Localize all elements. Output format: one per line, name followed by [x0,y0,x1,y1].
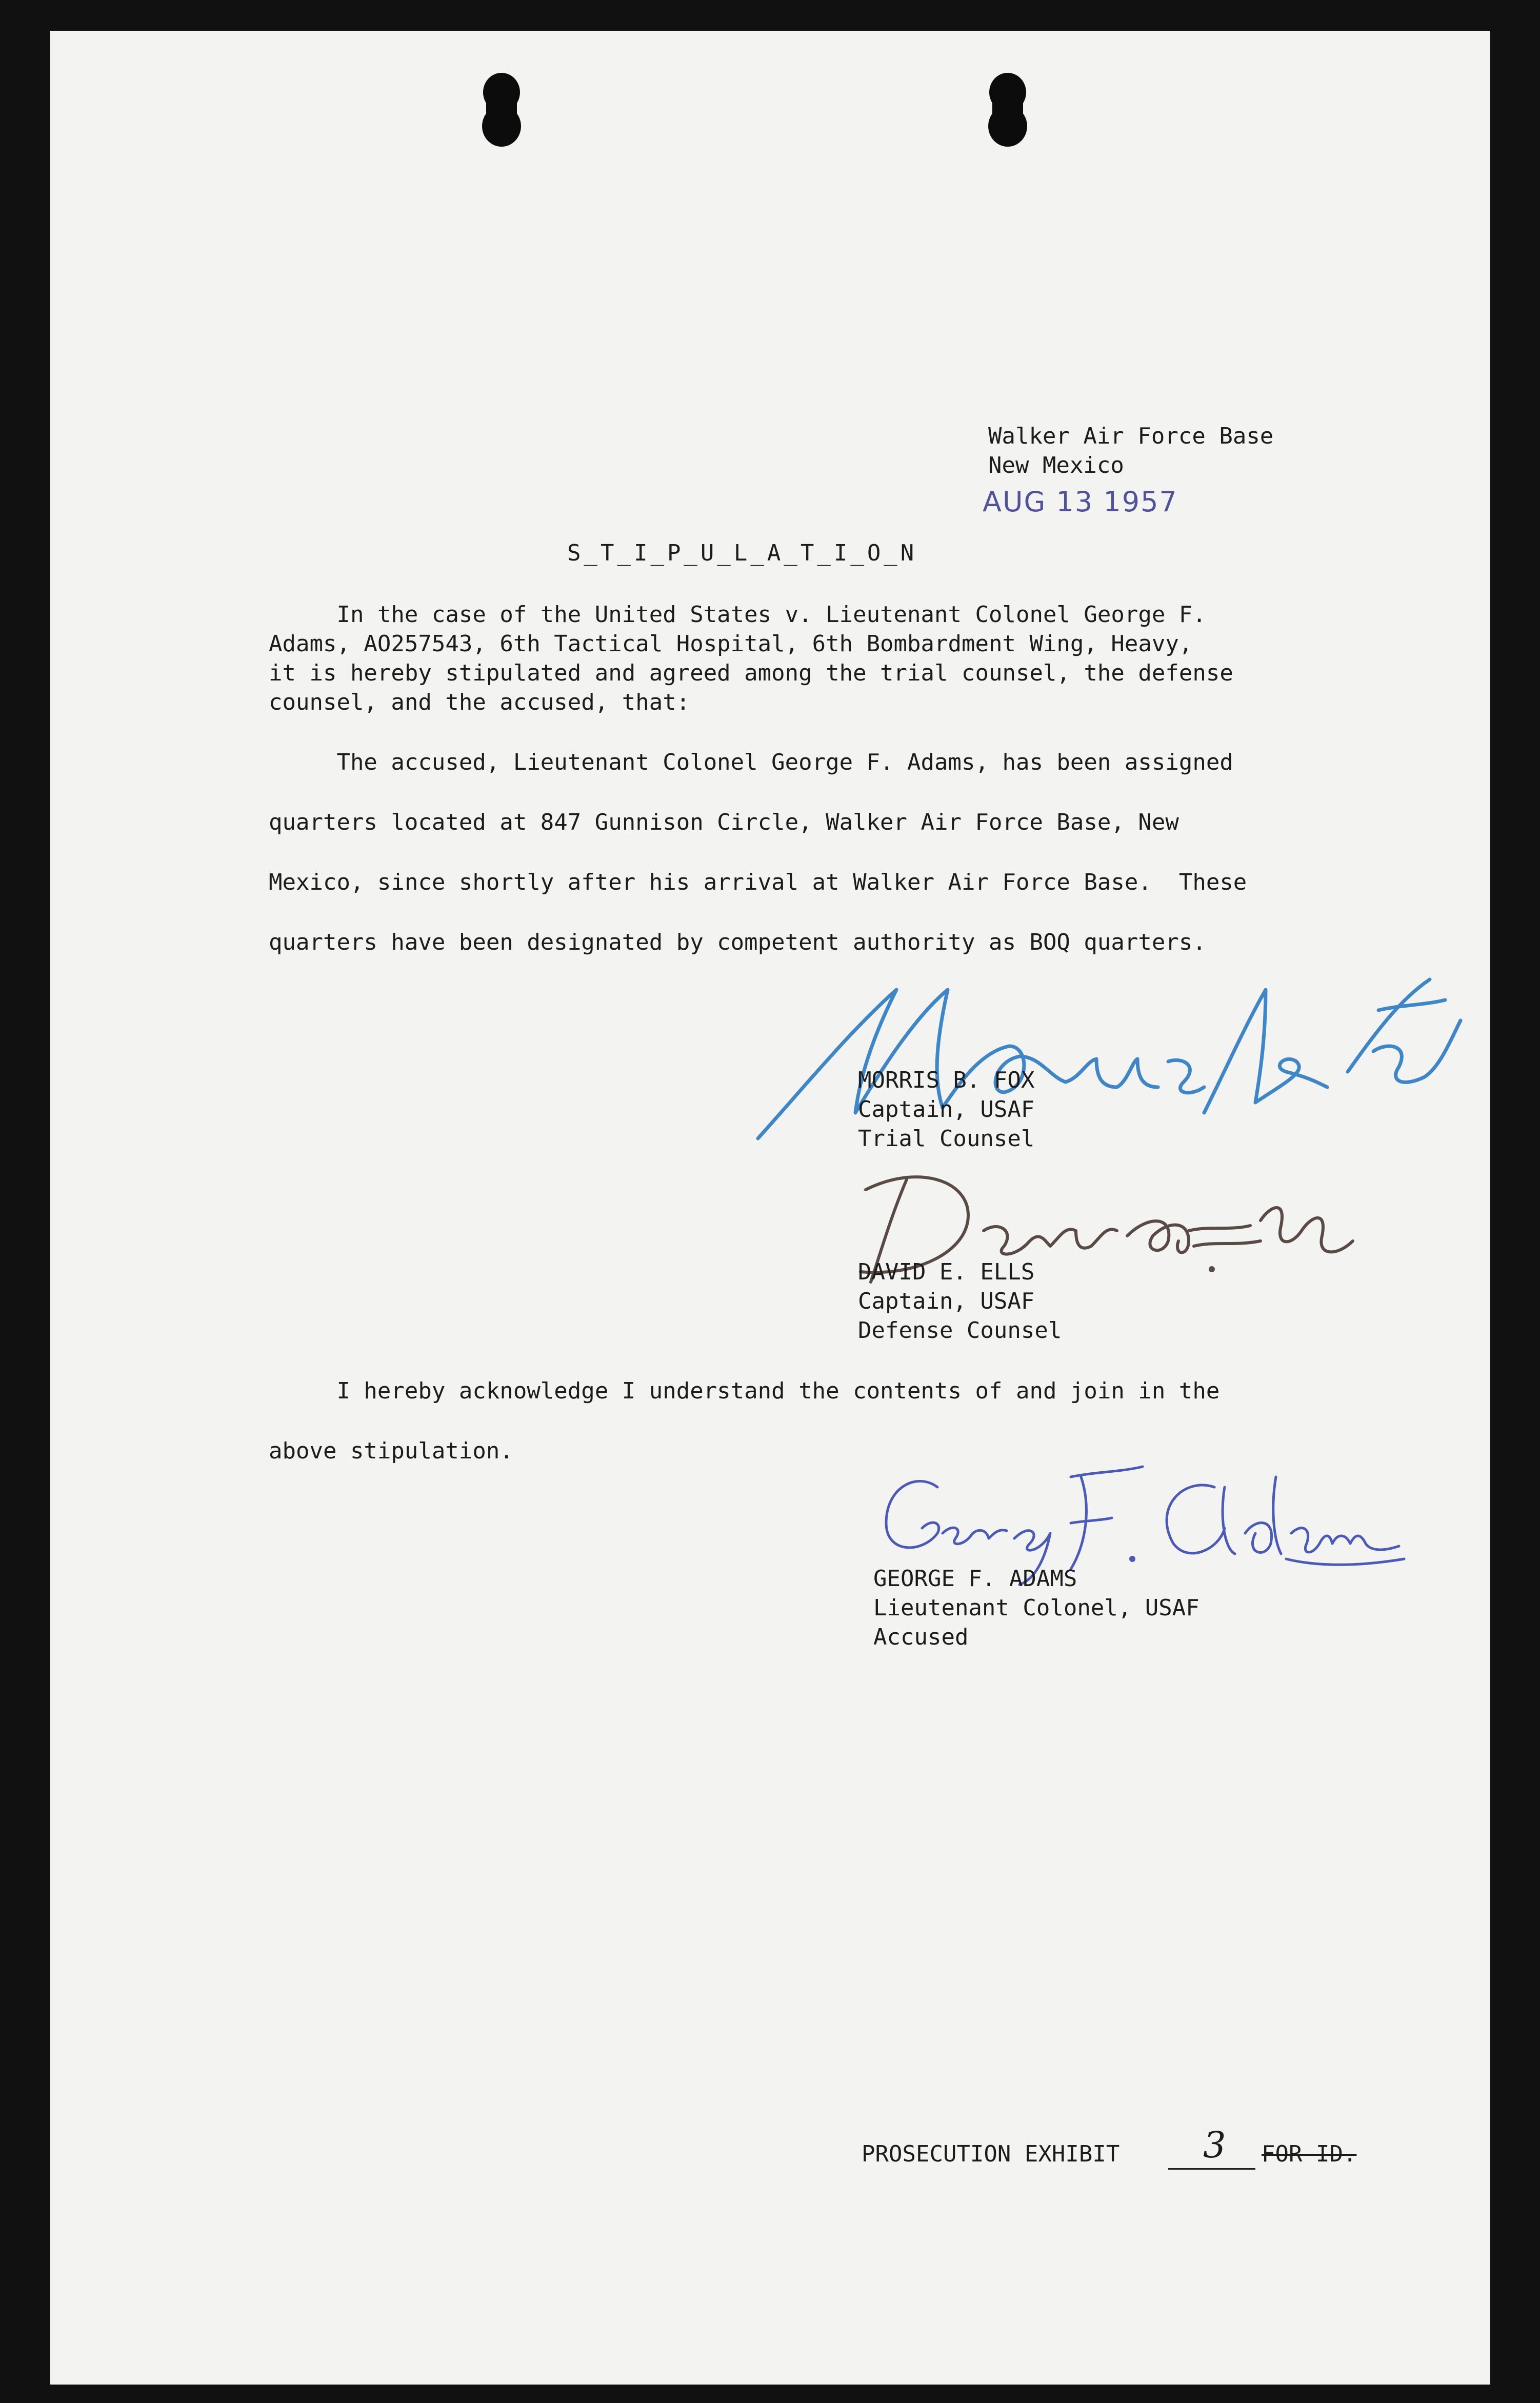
intro-line: Adams, AO257543, 6th Tactical Hospital, 6th Bombardment Wing, Heavy, [269,631,1193,657]
exhibit-label: PROSECUTION EXHIBIT [862,2141,1120,2167]
intro-line: In the case of the United States v. Lieutenant Colonel George F. [269,602,1206,628]
accused-rank: Lieutenant Colonel, USAF [873,1595,1199,1621]
struck-for-id: FOR ID. [1262,2141,1357,2167]
binder-hole-right [982,67,1033,154]
trial-counsel-rank: Captain, USAF [858,1096,1035,1123]
body-line: quarters have been designated by competent authority as BOQ quarters. [269,929,1206,955]
binder-hole-left [476,67,527,154]
signature-morris-fox [743,959,1471,1154]
trial-counsel-name: MORRIS B. FOX [858,1067,1035,1093]
body-line: Mexico, since shortly after his arrival at Walker Air Force Base. These [269,869,1247,895]
document-title: S_T_I_P_U_L_A_T_I_O_N [567,540,917,566]
address-line-2: New Mexico [988,452,1124,478]
date-stamp: AUG 13 1957 [983,486,1178,518]
accused-name: GEORGE F. ADAMS [873,1566,1077,1592]
defense-counsel-role: Defense Counsel [858,1317,1062,1344]
exhibit-number: 3 [1203,2124,1226,2166]
defense-counsel-rank: Captain, USAF [858,1288,1035,1314]
exhibit-number-underline [1168,2168,1255,2170]
acknowledgement-line: above stipulation. [269,1438,513,1464]
intro-line: counsel, and the accused, that: [269,689,690,715]
body-line: The accused, Lieutenant Colonel George F. Adams, has been assigned [269,749,1233,775]
address-line-1: Walker Air Force Base [988,423,1274,449]
document-page [50,31,1490,2385]
acknowledgement-line: I hereby acknowledge I understand the contents of and join in the [269,1378,1220,1404]
defense-counsel-name: DAVID E. ELLS [858,1259,1035,1285]
body-line: quarters located at 847 Gunnison Circle, Walker Air Force Base, New [269,809,1179,835]
trial-counsel-role: Trial Counsel [858,1126,1035,1152]
accused-role: Accused [873,1624,969,1650]
intro-line: it is hereby stipulated and agreed among the trial counsel, the defense [269,660,1233,686]
